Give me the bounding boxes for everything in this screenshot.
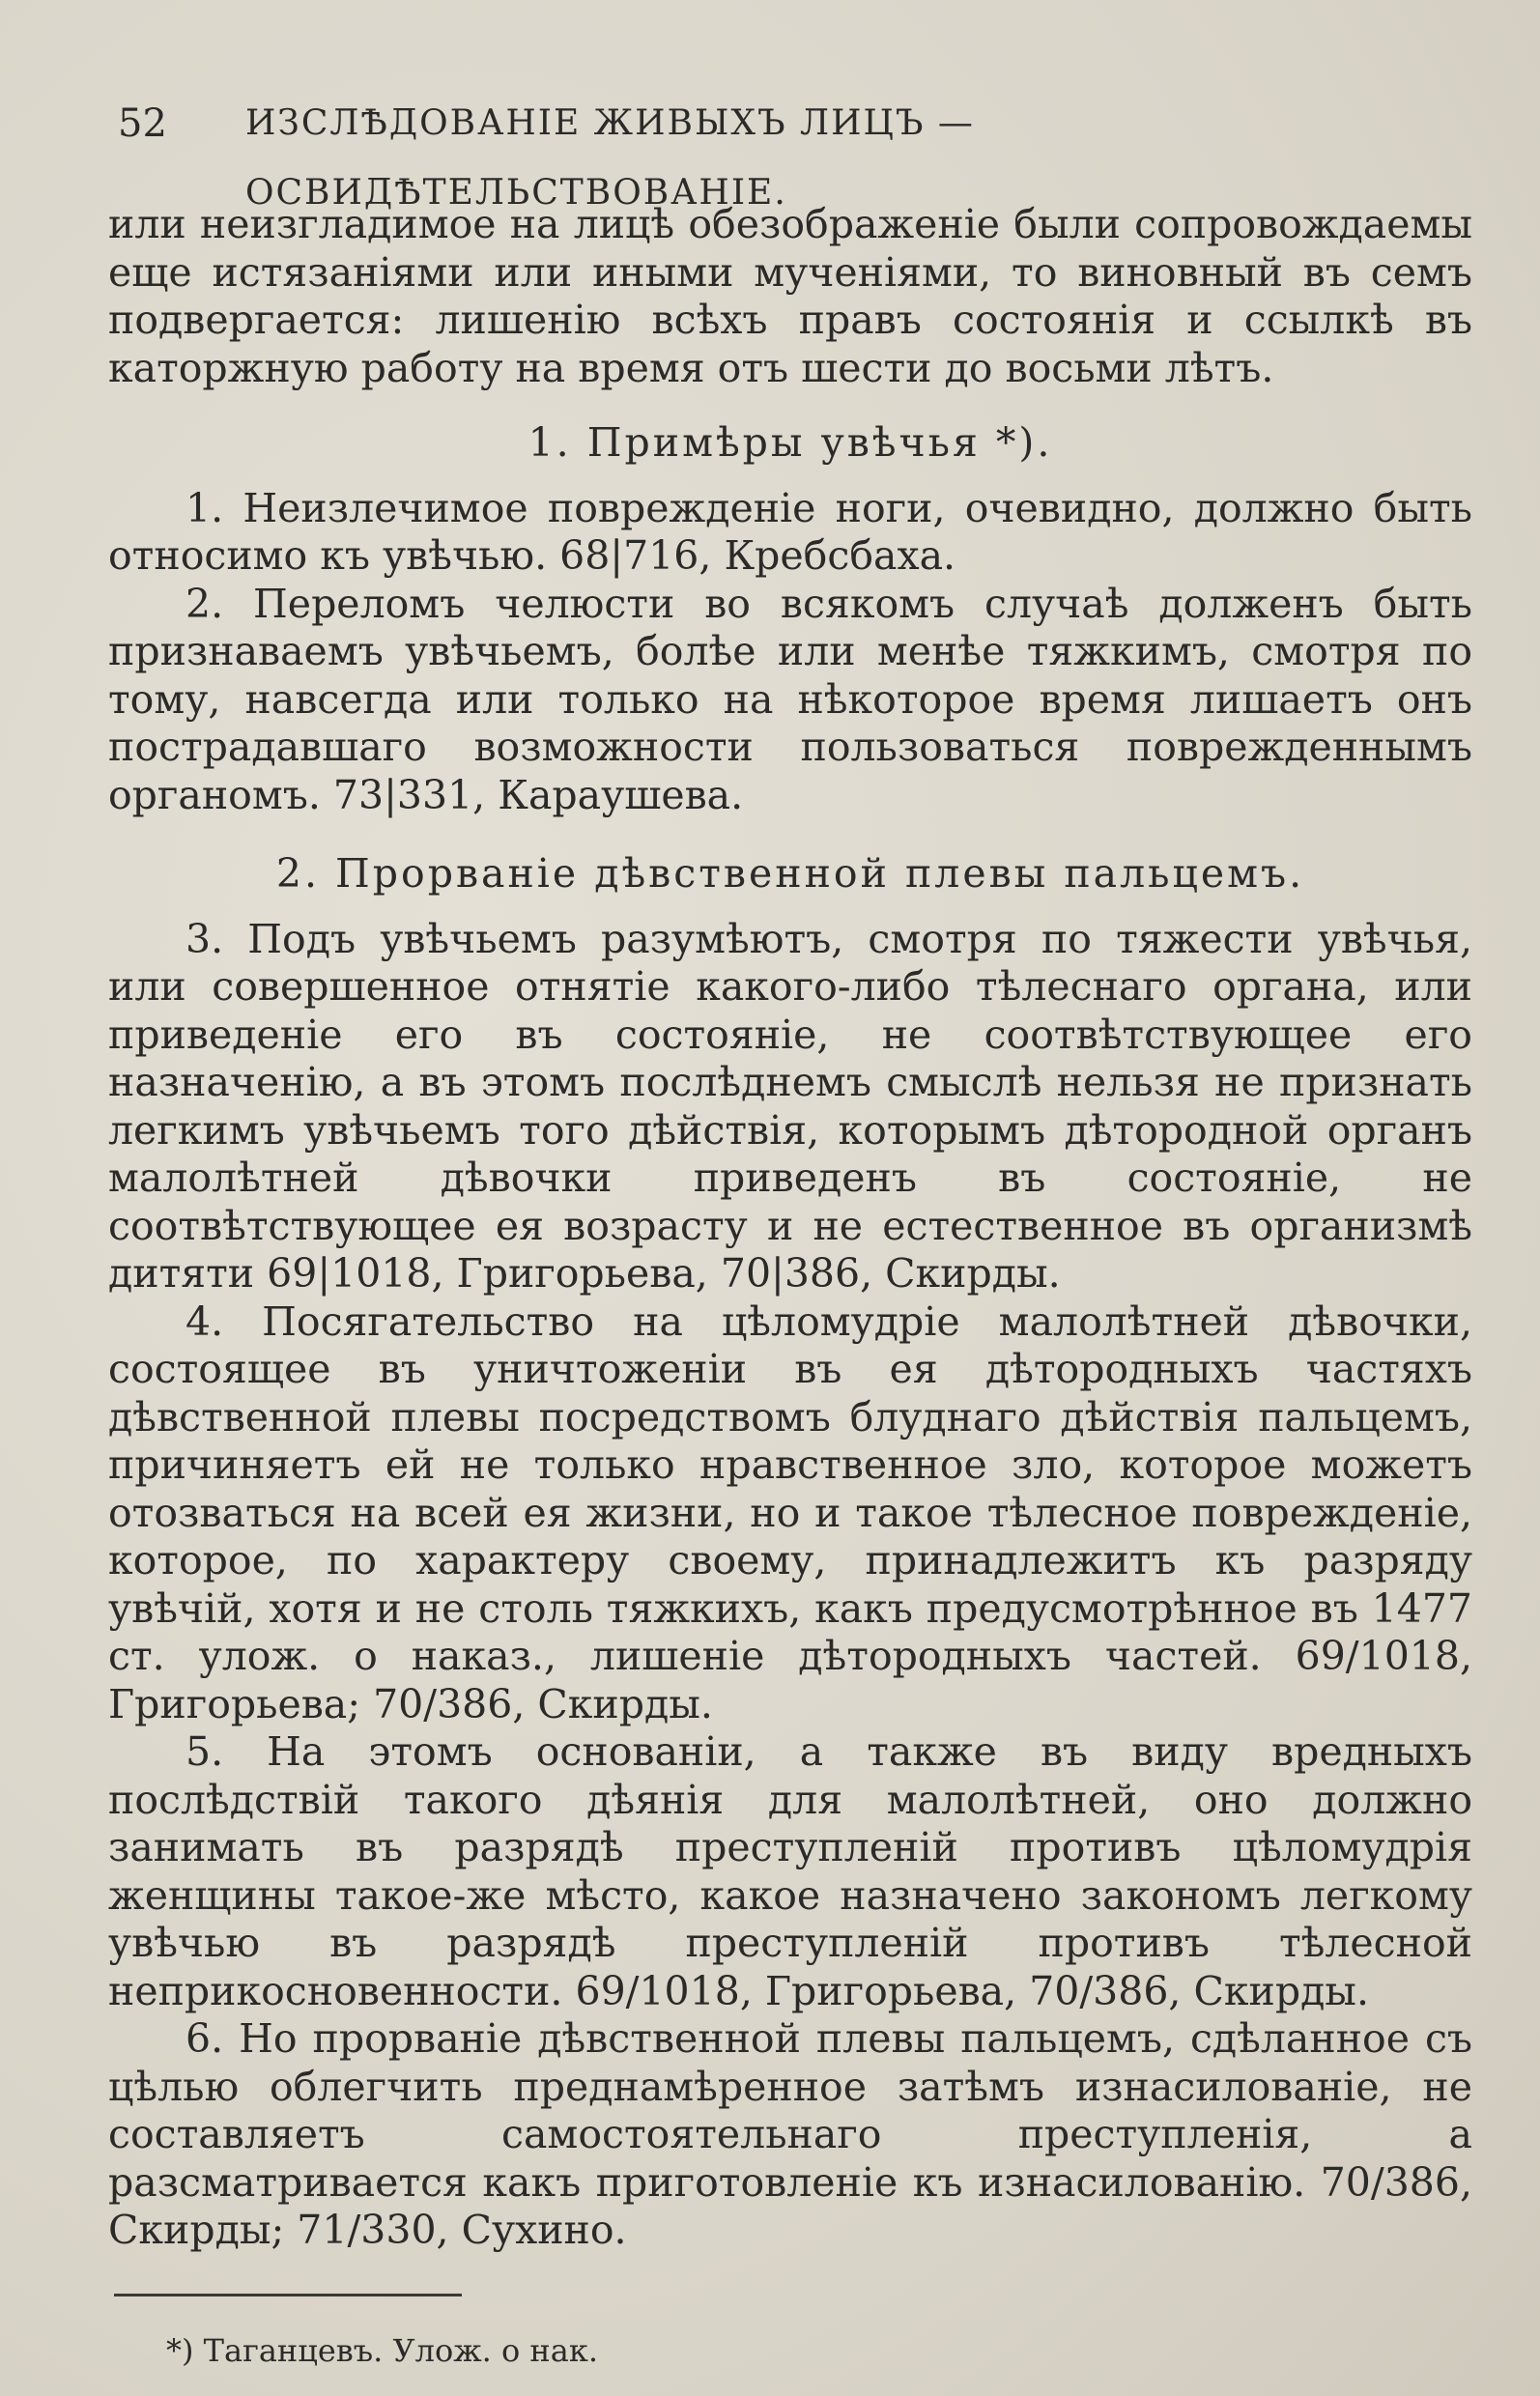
page-body [108,201,1472,2374]
page-header [108,89,1472,213]
paragraph-5: 5. На этомъ основаніи, а также въ виду вредныхъ послѣдствій такого дѣянія для малолѣтней, оно должно занимать въ разрядѣ преступленій противъ цѣломудрія женщины такое-же мѣсто, какое назначено закономъ легкому увѣчью въ разрядѣ преступленій противъ тѣлесной неприкосновенности. 69/1018, Григорьева, 70/386, Скирды. [108,1728,1472,2014]
section-heading-1: 1. Примѣры увѣчья *). [528,419,1053,466]
footnote: *) Таганцевъ. Улож. о нак. [166,2331,598,2369]
section-heading-2: 2. Прорваніе дѣвственной плевы пальцемъ. [275,850,1305,897]
intro-paragraph: или неизгладимое на лицѣ обезображеніе были сопровождаемы еще истязаніями или иными мученіями, то виновный въ семъ подвергается: лишенію всѣхъ правъ состоянія и ссылкѣ въ каторжную работу на время отъ шести до восьми лѣтъ. [108,201,1472,391]
footnote-divider [114,2294,462,2296]
paragraph-2: 2. Переломъ челюсти во всякомъ случаѣ долженъ быть признаваемъ увѣчьемъ, болѣе или менѣе тяжкимъ, смотря по тому, навсегда или только на нѣкоторое время лишаетъ онъ пострадавшаго возможности пользоваться поврежденнымъ органомъ. 73|331, Караушева. [108,580,1472,818]
paragraph-1: 1. Неизлечимое поврежденіе ноги, очевидно, должно быть относимо къ увѣчью. 68|716, Кребсбаха. [108,484,1472,579]
paragraph-4: 4. Посягательство на цѣломудріе малолѣтней дѣвочки, состоящее въ уничтоженіи въ ея дѣтородныхъ частяхъ дѣвственной плевы посредствомъ блуднаго дѣйствія пальцемъ, причиняетъ ей не только нравственное зло, которое можетъ отозваться на всей ея жизни, но и такое тѣлесное поврежденіе, которое, по характеру своему, принадлежитъ къ разряду увѣчій, хотя и не столь тяжкихъ, какъ предусмотрѣнное въ 1477 ст. улож. о наказ., лишеніе дѣтородныхъ частей. 69/1018, Григорьева; 70/386, Скирды. [108,1298,1472,1727]
page-number: 52 [118,101,167,146]
book-page [108,89,1472,2374]
running-title: ИЗСЛѢДОВАНІЕ ЖИВЫХЪ ЛИЦЪ — ОСВИДѢТЕЛЬСТВОВАНІЕ. [245,103,975,213]
paragraph-3: 3. Подъ увѣчьемъ разумѣютъ, смотря по тяжести увѣчья, или совершенное отнятіе какого-либо тѣлеснаго органа, или приведеніе его въ состояніе, не соотвѣтствующее его назначенію, а въ этомъ послѣднемъ смыслѣ нельзя не признать легкимъ увѣчьемъ того дѣйствія, которымъ дѣтородной органъ малолѣтней дѣвочки приведенъ въ состояніе, не соотвѣтствующее ея возрасту и не естественное въ организмѣ дитяти 69|1018, Григорьева, 70|386, Скирды. [108,915,1472,1297]
paragraph-6: 6. Но прорваніе дѣвственной плевы пальцемъ, сдѣланное съ цѣлью облегчить преднамѣренное затѣмъ изнасилованіе, не составляетъ самостоятельнаго преступленія, а разсматривается какъ приготовленіе къ изнасилованію. 70/386, Скирды; 71/330, Сухино. [108,2015,1472,2253]
